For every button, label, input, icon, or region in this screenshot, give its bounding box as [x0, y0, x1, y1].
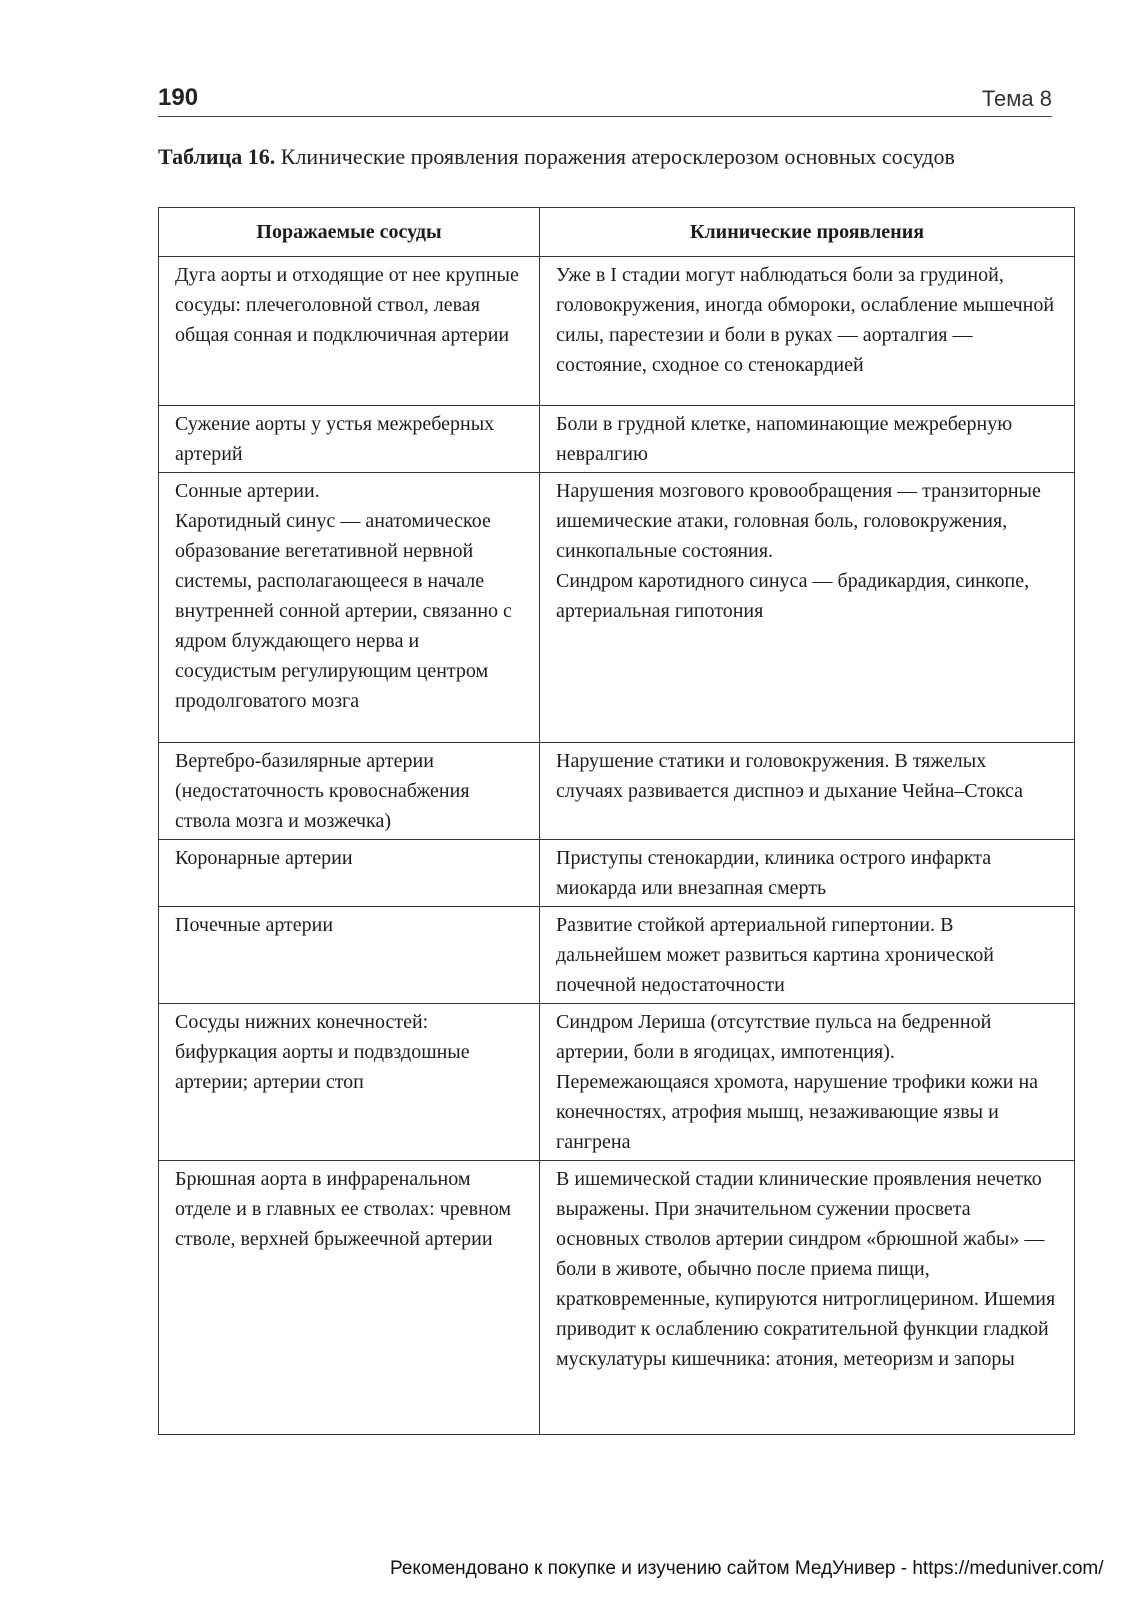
table-caption-text: Клинические проявления поражения атеросклерозом основных сосудов [280, 144, 955, 169]
manifestations-cell [540, 907, 1075, 1004]
vessels-table [158, 207, 1075, 1435]
manifestations-cell [540, 257, 1075, 406]
column-header-vessels: Поражаемые сосуды [159, 208, 540, 257]
cell-paragraph: Уже в I стадии могут наблюдаться боли за грудиной, головокружения, иногда обмороки, ослабление мышечной силы, парестезии и боли в руках — аорталгия — состояние, сходное со стенокардией [556, 264, 1055, 376]
cell-paragraph: Каротидный синус — анатомическое образование вегетативной нервной системы, располагающееся в начале внутренней сонной артерии, связанно с ядром блуждающего нерва и сосудистым регулирующим центром продолговатого мозга [175, 510, 512, 712]
cell-paragraph: Вертебро-базилярные артерии (недостаточность кровоснабжения ствола мозга и мозжечка) [175, 750, 470, 832]
vessels-cell [159, 257, 540, 406]
table-row [159, 473, 1075, 743]
table-row [159, 406, 1075, 473]
manifestations-cell [540, 840, 1075, 907]
manifestations-cell [540, 1004, 1075, 1161]
table-row [159, 743, 1075, 840]
manifestations-cell [540, 743, 1075, 840]
manifestations-cell [540, 1161, 1075, 1435]
page-number: 190 [158, 84, 199, 111]
cell-paragraph: Брюшная аорта в инфраренальном отделе и в главных ее стволах: чревном стволе, верхней брыжеечной артерии [175, 1168, 512, 1250]
cell-paragraph: Почечные артерии [175, 914, 334, 936]
table-row [159, 257, 1075, 406]
vessels-cell [159, 743, 540, 840]
cell-paragraph: Нарушение статики и головокружения. В тяжелых случаях развивается диспноэ и дыхание Чейна–Стокса [556, 750, 1024, 802]
table-header-row [159, 208, 1075, 257]
header-rule [158, 116, 1052, 117]
vessels-cell [159, 840, 540, 907]
table-row [159, 840, 1075, 907]
cell-paragraph: Сосуды нижних конечностей: бифуркация аорты и подвздошные артерии; артерии стоп [175, 1011, 470, 1093]
vessels-cell [159, 1004, 540, 1161]
cell-paragraph: Нарушения мозгового кровообращения — транзиторные ишемические атаки, головная боль, головокружения, синкопальные состояния. [556, 480, 1041, 562]
column-header-manifestations: Клинические проявления [540, 208, 1075, 257]
vessels-cell [159, 473, 540, 743]
table-caption-label: Таблица 16. [158, 144, 276, 169]
footer-recommendation: Рекомендовано к покупке и изучению сайтом МедУнивер - https://meduniver.com/ [390, 1558, 1104, 1579]
manifestations-cell [540, 473, 1075, 743]
manifestations-cell [540, 406, 1075, 473]
table-caption [158, 144, 1058, 170]
table-row [159, 1161, 1075, 1435]
cell-paragraph: Сужение аорты у устья межреберных артерий [175, 413, 495, 465]
cell-paragraph: Перемежающаяся хромота, нарушение трофики кожи на конечностях, атрофия мышц, незаживающие язвы и гангрена [556, 1071, 1039, 1153]
running-head: Тема 8 [981, 86, 1052, 111]
cell-paragraph: В ишемической стадии клинические проявления нечетко выражены. При значительном сужении просвета основных стволов артерии синдром «брюшной жабы» — боли в животе, обычно после приема пищи, кратковременные, купируются нитроглицерином. Ишемия приводит к ослаблению сократительной функции гладкой мускулатуры кишечника: атония, метеоризм и запоры [556, 1168, 1056, 1370]
cell-paragraph: Боли в грудной клетке, напоминающие межреберную невралгию [556, 413, 1013, 465]
cell-paragraph: Сонные артерии. [175, 480, 320, 502]
table-row [159, 907, 1075, 1004]
vessels-cell [159, 406, 540, 473]
cell-paragraph: Коронарные артерии [175, 847, 353, 869]
cell-paragraph: Приступы стенокардии, клиника острого инфаркта миокарда или внезапная смерть [556, 847, 992, 899]
cell-paragraph: Дуга аорты и отходящие от нее крупные сосуды: плечеголовной ствол, левая общая сонная и подключичная артерии [175, 264, 519, 346]
table-row [159, 1004, 1075, 1161]
cell-paragraph: Синдром Лериша (отсутствие пульса на бедренной артерии, боли в ягодицах, импотенция). [556, 1011, 992, 1063]
cell-paragraph: Развитие стойкой артериальной гипертонии. В дальнейшем может развиться картина хронической почечной недостаточности [556, 914, 994, 996]
vessels-cell [159, 1161, 540, 1435]
cell-paragraph: Синдром каротидного синуса — брадикардия, синкопе, артериальная гипотония [556, 570, 1030, 622]
vessels-cell [159, 907, 540, 1004]
